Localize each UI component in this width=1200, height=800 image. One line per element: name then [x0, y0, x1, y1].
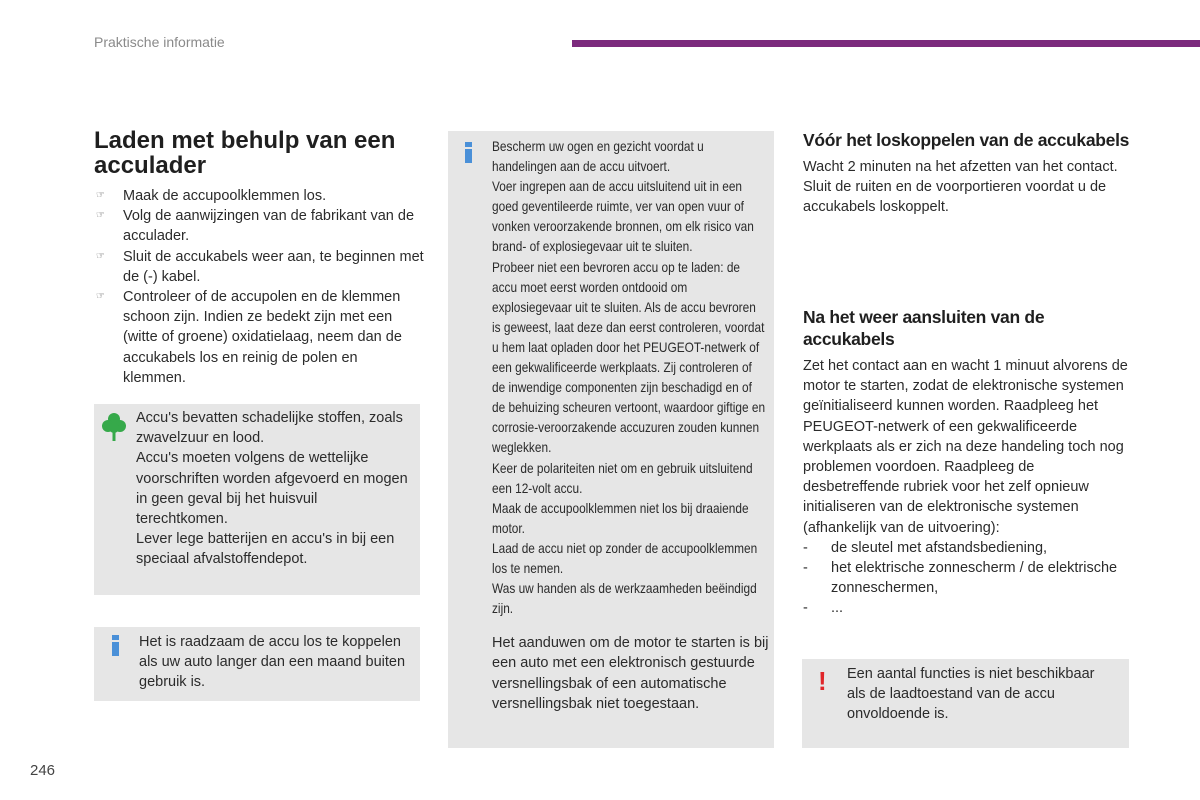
- reconnect-heading: Na het weer aansluiten van de accukabels: [803, 307, 1045, 349]
- disconnect-line: Sluit de ruiten en de voorportieren voordat u de accukabels loskoppelt.: [803, 179, 1107, 216]
- eco-line: Lever lege batterijen en accu's in bij een speciaal afvalstoffendepot.: [136, 531, 395, 568]
- safety-paragraph: Was uw handen als de werkzaamheden beëindigd zijn.: [492, 581, 757, 617]
- safety-paragraph: Bescherm uw ogen en gezicht voordat u handelingen aan de accu uitvoert.: [492, 139, 704, 175]
- push-start-note: Het aanduwen om de motor te starten is bij een auto met een elektronisch gestuurde versnellingsbak of een automatische versnellingsbak niet toegestaan.: [492, 635, 769, 712]
- safety-paragraph: Probeer niet een bevroren accu op te laden: de accu moet eerst worden ontdooid om explosiegevaar uit te sluiten. Als de accu bevroren is geweest, laat deze dan eerst controleren, voordat u hem laat opladen door het PEUGEOT-netwerk of een gekwalificeerde werkplaats. Zij controleren of de inwendige componenten zijn beschadigd en of de behuizing scheuren vertoont, waardoor giftige en corrosie-veroorzakende accuzuren zouden kunnen weglekken.: [492, 259, 766, 456]
- info-note-text: Het is raadzaam de accu los te koppelen als uw auto langer dan een maand buiten gebruik is.: [139, 634, 406, 691]
- disconnect-line: Wacht 2 minuten na het afzetten van het contact.: [803, 159, 1118, 175]
- eco-line: Accu's bevatten schadelijke stoffen, zoals zwavelzuur en lood.: [136, 410, 403, 447]
- disconnect-heading: Vóór het loskoppelen van de accukabels: [803, 130, 1130, 150]
- section-header: Praktische informatie: [94, 34, 225, 50]
- info-note-box: [94, 627, 420, 701]
- steps-list: [94, 186, 424, 388]
- warning-note-box: [802, 659, 1129, 748]
- environment-note-box: [94, 404, 420, 595]
- warning-icon: !: [818, 666, 827, 696]
- pointing-hand-icon: ☞: [96, 190, 105, 201]
- info-icon: [465, 142, 473, 163]
- step-item: ☞ Sluit de accukabels weer aan, te beginnen met de (-) kabel.: [96, 248, 424, 285]
- safety-paragraph: Laad de accu niet op zonder de accupoolklemmen los te nemen.: [492, 540, 758, 576]
- step-item: ☞ Volg de aanwijzingen van de fabrikant van de acculader.: [96, 208, 415, 245]
- page-number: 246: [30, 762, 56, 779]
- disconnect-section: [803, 129, 1133, 218]
- page-title: Laden met behulp van een acculader: [94, 127, 396, 179]
- list-item: - het elektrische zonnescherm / de elektrische zonneschermen,: [803, 560, 1118, 597]
- list-item: - de sleutel met afstandsbediening,: [803, 539, 1048, 556]
- safety-info-box: [448, 131, 774, 748]
- clover-icon: [102, 412, 126, 442]
- safety-paragraph: Voer ingrepen aan de accu uitsluitend uit in een goed geventileerde ruimte, ver van open vuur of vonken veroorzakende bronnen, om elk risico van brand- of explosiegevaar uit te sluiten.: [492, 179, 754, 255]
- step-item: ☞ Maak de accupoolklemmen los.: [94, 186, 424, 206]
- eco-line: Accu's moeten volgens de wettelijke voorschriften worden afgevoerd en mogen in geen geval bij het huisvuil terechtkomen.: [136, 450, 408, 528]
- warning-text: Een aantal functies is niet beschikbaar als de laadtoestand van de accu onvoldoende is.: [847, 666, 1095, 723]
- step-item: ☞ Controleer of de accupolen en de klemmen schoon zijn. Indien ze bedekt zijn met een (witte of groene) oxidatielaag, neem dan de accukabels los en reinig de polen en klemmen.: [96, 289, 402, 386]
- pointing-hand-icon: ☞: [96, 291, 105, 303]
- reconnect-section: [803, 306, 1133, 619]
- safety-paragraph: Keer de polariteiten niet om en gebruik uitsluitend een 12-volt accu.: [492, 460, 753, 496]
- info-icon: [112, 635, 120, 656]
- pointing-hand-icon: ☞: [96, 250, 105, 262]
- header-accent-bar: [572, 40, 1200, 47]
- safety-paragraph: Maak de accupoolklemmen niet los bij draaiende motor.: [492, 500, 749, 536]
- pointing-hand-icon: ☞: [96, 210, 105, 222]
- left-column: [94, 128, 424, 388]
- safety-text: [492, 137, 767, 619]
- reconnect-text: Zet het contact aan en wacht 1 minuut alvorens de motor te starten, zodat de elektronische systemen geïnitialiseerd kunnen worden. Raadpleeg het PEUGEOT-netwerk of een gekwalificeerde werkplaats als er zich na deze handeling toch nog problemen voordoen. Raadpleeg de desbetreffende rubriek voor het zelf opnieuw initialiseren van de elektronische systemen (afhankelijk van de uitvoering):: [803, 358, 1128, 536]
- list-item: - ...: [803, 600, 844, 617]
